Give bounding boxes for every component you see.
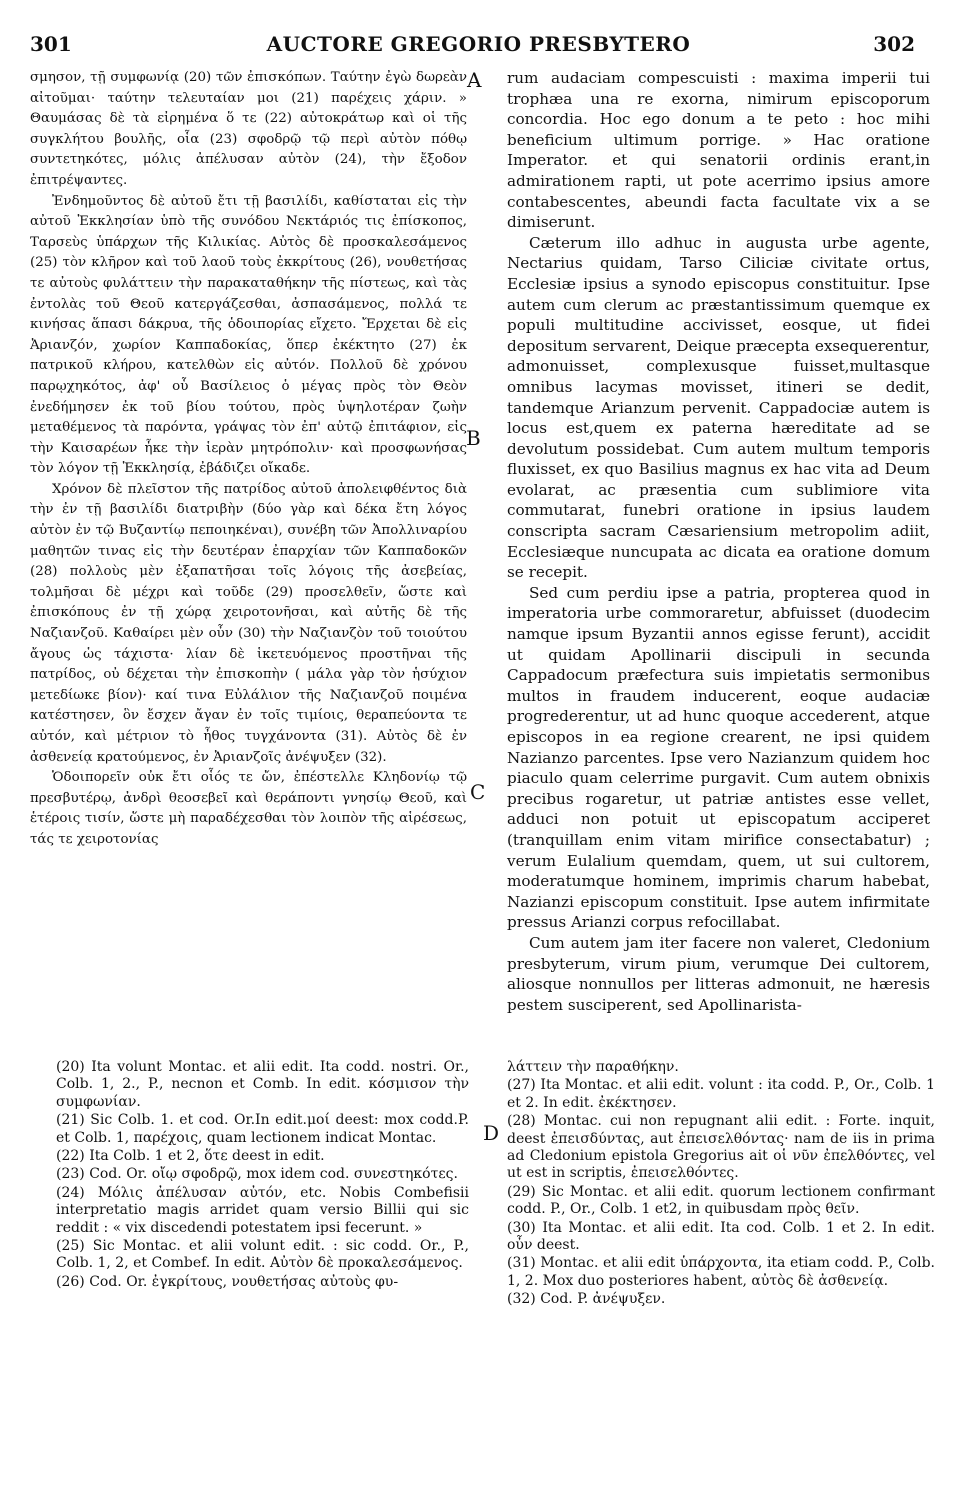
footnote: (26) Cod. Or. ἐγκρίτους, νουθετήσας αὐτοὺς φυ-	[56, 1273, 399, 1290]
greek-paragraph: Ἐνδημοῦντος δὲ αὐτοῦ ἔτι τῇ βασιλίδι, καθίσταται εἰς τὴν αὐτοῦ Ἐκκλησίαν ὑπὸ τῆς συνόδου Νεκτάριός τις ἐπίσκοπος, Ταρσεὺς ὑπάρχων τῆς Κιλικίας. Αὐτὸς δὲ προσκαλεσάμενος (25) τὸν κλῆρον καὶ τοῦ λαοῦ τοὺς ἐκκρίτους (26), νουθετήσας τε αὐτοὺς φυλάττειν τὴν παρακαταθήκην τῆς πίστεως, καὶ τὰς ἐντολὰς τοῦ Θεοῦ κατεργάζεσθαι, ἀσπασάμενος, πολλά τε κινήσας ἅπασι δάκρυα, τῆς ὁδοιπορίας εἴχετο. Ἔρχεται δὲ εἰς Ἀριανζόν, χωρίον Καππαδοκίας, ὅπερ ἐκέκτητο (27) ἐκ πατρικοῦ κλήρου, κατελθὼν εἰς αὐτόν. Πολλοῦ δὲ χρόνου παρῳχηκότος, ἀφ' οὗ Βασίλειος ὁ μέγας πρὸς τὸν Θεὸν ἐνεδήμησεν ἐκ τοῦ βίου τούτου, πρὸς ὑψηλοτέραν ζωὴν μεταθέμενος τὰ παρόντα, γράψας τὸν ἐπ' αὐτῷ ἐπιτάφιον, εἰς τὴν Καισαρέων ἧκε τὴν ἱερὰν μητρόπολιν· καὶ προσφωνήσας τὸν λόγον τῇ Ἐκκλησίᾳ, ἐβάδιζει οἴκαδε.	[30, 193, 467, 477]
greek-column	[30, 68, 467, 851]
footnote: (22) Ita Colb. 1 et 2, ὅτε deest in edit.	[56, 1148, 325, 1165]
margin-letter-d: D	[483, 1121, 500, 1145]
footnote: (23) Cod. Or. οἴῳ σφοδρῷ, mox idem cod. συνεστηκότες.	[56, 1166, 458, 1183]
footnote-continuation: λάττειν τὴν παραθήκην.	[507, 1059, 679, 1075]
margin-letter-c: C	[470, 780, 486, 804]
footnote: (20) Ita volunt Montac. et alii edit. Ita codd. nostri. Or., Colb. 1, 2., P., necnon et Comb. In edit. κόσμισον τὴν συμφωνίαν.	[56, 1059, 469, 1110]
latin-paragraph: Cum autem jam iter facere non valeret, Cledonium presbyterum, virum pium, verumque Dei cultorem, aliosque nonnullos per litteras admonuit, ne hæresis pestem susciperent, sed Apollinarista-	[507, 933, 930, 1014]
footnote: (28) Montac. cui non repugnant alii edit. : Forte. inquit, deest ἐπεισδύντας, aut ἐπεισελθόντας· nam de iis in prima ad Cledonium epistola Gregorius ait οἱ νῦν ἐπελθόντες, vel ut est in scriptis, ἐπεισελθόντες.	[507, 1113, 935, 1182]
footnote: (25) Sic Montac. et alii volunt edit. : sic codd. Or., P., Colb. 1, 2, et Combef. In edit. Αὐτὸν δὲ προκαλεσάμενος.	[56, 1238, 469, 1272]
greek-paragraph: Χρόνον δὲ πλεῖστον τῆς πατρίδος αὐτοῦ ἀπολειφθέντος διὰ τὴν ἐν τῇ βασιλίδι διατριβὴν (δύο γὰρ καὶ δέκα ἔτη λόγος αὐτὸν ἐν τῷ Βυζαντίῳ πεποιηκέναι), συνέβη τῶν Ἀπολλιναρίου μαθητῶν τινας εἰς τὴν δευτέραν ἐπαρχίαν τῶν Καππαδοκῶν (28) πολλοὺς μὲν ἐξαπατῆσαι τοῖς λόγοις τῆς ἀσεβείας, τολμῆσαι δὲ μέχρι καὶ τοῦδε (29) προσελθεῖν, ὥστε καὶ ἐπισκόπους ἐν τῇ χώρᾳ χειροτονῆσαι, καὶ αὐτῆς δὲ τῆς Ναζιανζοῦ. Καθαίρει μὲν οὖν (30) τὴν Ναζιανζὸν τοῦ τοιούτου ἄγους ὡς τάχιστα· λίαν δὲ ἱκετευόμενος προστῆναι τῆς πατρίδος, οὐ δέχεται τὴν ἐπισκοπὴν ( μάλα γὰρ τὸν ἡσύχιον μετεδίωκε βίον)· καί τινα Εὐλάλιον τῆς Ναζιανζοῦ ποιμένα κατέστησεν, ὃν ἔσχεν ἄγαν ἐν τοῖς τιμίοις, θεραπεύοντα τε αὐτόν, καὶ μέτριον τὸ ἦθος τυγχάνοντα (31). Αὐτὸς δὲ ἐν ἀσθενείᾳ κρατούμενος, ἐν Ἀριανζοῖς ἀνέψυξεν (32).	[30, 481, 467, 765]
footnote: (27) Ita Montac. et alii edit. volunt : ita codd. P., Or., Colb. 1 et 2. In edit. ἐκέκτησεν.	[507, 1077, 935, 1111]
running-header	[0, 32, 957, 62]
footnote: (24) Μόλις ἀπέλυσαν αὐτόν, etc. Nobis Combefisii interpretatio magis arridet quam versio Billii qui sic reddit : « vix discedendi potestatem ipsi fecerunt. »	[56, 1184, 469, 1236]
footnote: (29) Sic Montac. et alii edit. quorum lectionem confirmant codd. P., Or., Colb. 1 et2, in quibusdam πρὸς θεῖν.	[507, 1183, 935, 1218]
latin-column	[507, 68, 930, 1015]
margin-letter-a: A	[467, 68, 482, 92]
footnote: (21) Sic Colb. 1. et cod. Or.In edit.μοί deest: mox codd.P. et Colb. 1, παρέχοις, quam lectionem indicat Montac.	[56, 1112, 469, 1146]
footnote: (32) Cod. P. ἀνέψυξεν.	[507, 1291, 666, 1308]
footnote: (31) Montac. et alii edit ὑπάρχοντα, ita etiam codd. P., Colb. 1, 2. Mox duo posteriores habent, αὐτὸς δὲ ἀσθενείᾳ.	[507, 1255, 935, 1289]
margin-letter-b: B	[466, 426, 481, 450]
footnotes-right	[507, 1059, 935, 1310]
latin-paragraph: Sed cum perdiu ipse a patria, propterea quod in imperatoria urbe commoraretur, abfuisset (duodecim namque ipsum Byzantii annos egisse ferunt), accidit ut quidam Apollinarii discipuli in secunda Cappadocum præfectura suis impietatis sermonibus multos in fraudem inducerent, eoque audaciæ progrederentur, ut ad hunc quoque accederent, atque episcopos in ea regione crearent, ne ipsi quidem Nazianzo parcentes. Ipse vero Nazianzum quidem hoc piaculo quam celerrime purgavit. Cum autem obnixis precibus rogaretur, ut patriæ antistes esse vellet, adduci non potuit ut episcopatum acciperet (tranquillam enim vitam mirifice consectabatur) ; verum Eulalium quemdam, quem, ut sui cultorem, moderatumque hominem, imprimis charum habebat, Nazianzi episcopum constituit. Ipse autem infirmitate pressus Arianzi corpus refocillabat.	[507, 583, 930, 932]
page-number-left: 301	[30, 32, 72, 56]
page-number-right: 302	[873, 32, 915, 56]
latin-paragraph: Cæterum illo adhuc in augusta urbe agente, Nectarius quidam, Tarso Ciliciæ civitate ortus, Ecclesiæ ipsius a synodo episcopus constituitur. Ipse autem cum clerum ac præstantissimum quemque ex populi multitudine accivisset, eosque, ut fidei depositum servarent, Deique præcepta exsequerentur, admonuisset, complexusque fuisset,multasque omnibus lacymas movisset, itineri se dedit, tandemque Arianzum pervenit. Cappadociæ autem is locus est,quem ex paterna hæreditate ad se devolutum possidebat. Cum autem multum temporis fluxisset, ex quo Basilius magnus ex hac vita ad Deum evolarat, ac præsentia cum sublimiore vita commutarat, funebri oratione in ipsius laudem conscripta sacram Cæsariensium metropolim adiit, Ecclesiæque nuncupata ac dicata ea oratione domum se recepit.	[507, 233, 930, 582]
greek-paragraph: Ὁδοιπορεῖν οὐκ ἔτι οἷός τε ὤν, ἐπέστελλε Κληδονίῳ τῷ πρεσβυτέρῳ, ἀνδρὶ θεοσεβεῖ καὶ θεράποντι γνησίῳ Θεοῦ, καὶ ἑτέροις τισίν, ὥστε μὴ παραδέχεσθαι τὸν λοιπὸν τῆς αἱρέσεως, τάς τε χειροτονίας	[30, 770, 467, 847]
greek-paragraph: σμησον, τῇ συμφωνίᾳ (20) τῶν ἐπισκόπων. Ταύτην ἐγὼ δωρεὰν αἰτοῦμαι· ταύτην τελευταίαν μοι (21) παρέχεις χάριν. » Θαυμάσας δὲ τὰ εἰρημένα ὅ τε (22) αὐτοκράτωρ καὶ οἱ τῆς συγκλήτου βουλῆς, οἷα (23) σφοδρῷ τῷ περὶ αὐτὸν πόθῳ συντετηκότες, μόλις ἀπέλυσαν αὐτὸν (24), τὴν ἔξοδον ἐπιτρέψαντες.	[30, 70, 467, 188]
latin-paragraph: rum audaciam compescuisti : maxima imperii tui trophæa una re exorna, nimirum episcoporum concordia. Hoc ego donum a te peto : hoc mihi beneficium ultimum porrige. » Hac oratione Imperator. et qui senatorii ordinis erant,in admirationem rapti, ut pote acerrimo ipsius amore contabescentes, abeundi facta facultate vix a se dimiserunt.	[507, 69, 930, 232]
running-title: AUCTORE GREGORIO PRESBYTERO	[266, 32, 691, 56]
footnote: (30) Ita Montac. et alii edit. Ita cod. Colb. 1 et 2. In edit. οὖν deest.	[507, 1219, 935, 1254]
footnotes-left	[56, 1059, 469, 1292]
